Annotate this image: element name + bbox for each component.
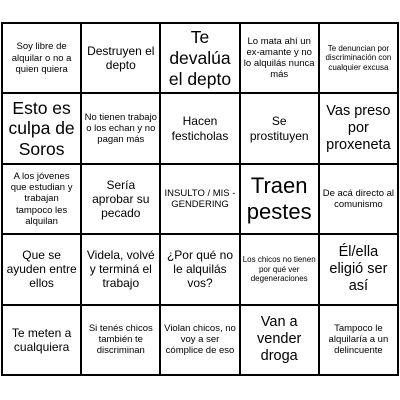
bingo-cell[interactable] bbox=[161, 235, 240, 305]
bingo-cell[interactable] bbox=[3, 165, 82, 235]
bingo-cell[interactable] bbox=[3, 94, 82, 164]
bingo-cell[interactable] bbox=[161, 94, 240, 164]
bingo-cell[interactable] bbox=[320, 235, 399, 305]
bingo-cell[interactable] bbox=[320, 24, 399, 94]
bingo-cell[interactable] bbox=[161, 306, 240, 376]
bingo-card bbox=[1, 22, 399, 376]
bingo-cell[interactable] bbox=[82, 165, 161, 235]
bingo-cell-text: Violan chicos, no voy a ser cómplice de eso bbox=[164, 322, 236, 357]
bingo-cell-text: De acá directo al comunismo bbox=[322, 187, 395, 210]
bingo-cell-text: Tampoco le alquilaría a un delincuente bbox=[328, 322, 389, 357]
bingo-cell[interactable] bbox=[82, 94, 161, 164]
bingo-cell[interactable] bbox=[241, 165, 320, 235]
bingo-cell[interactable] bbox=[241, 24, 320, 94]
bingo-cell-text: Sería aprobar su pecado bbox=[92, 177, 150, 221]
bingo-cell-text: INSULTO / MIS - GENDERING bbox=[164, 187, 236, 210]
bingo-cell-text: No tienen trabajo o los echan y no pagan más bbox=[84, 111, 157, 146]
bingo-cell-text: Te denuncian por discriminación con cualquier excusa bbox=[325, 44, 392, 72]
bingo-cell[interactable] bbox=[241, 235, 320, 305]
bingo-cell-text: A los jóvenes que estudian y trabajan tampoco les alquilan bbox=[10, 170, 73, 227]
bingo-cell[interactable] bbox=[161, 24, 240, 94]
bingo-cell[interactable] bbox=[241, 306, 320, 376]
bingo-cell[interactable] bbox=[241, 94, 320, 164]
bingo-cell[interactable] bbox=[82, 24, 161, 94]
bingo-cell[interactable] bbox=[320, 165, 399, 235]
bingo-cell-text: Videla, volvé y terminá el trabajo bbox=[86, 248, 155, 291]
bingo-cell[interactable] bbox=[3, 306, 82, 376]
bingo-cell-text: Soy libre de alquilar o no a quien quiera bbox=[11, 41, 72, 75]
bingo-cell-text: Van a vender droga bbox=[257, 314, 302, 365]
bingo-cell-text: Te meten a cualquiera bbox=[11, 325, 72, 354]
bingo-cell[interactable] bbox=[320, 306, 399, 376]
bingo-cell-text: Se prostituyen bbox=[249, 114, 309, 143]
bingo-cell-text: Vas preso por proxeneta bbox=[326, 102, 391, 154]
bingo-cell-text: Traen pestes bbox=[246, 173, 312, 224]
bingo-cell[interactable] bbox=[320, 94, 399, 164]
bingo-cell-text: Si tenés chicos también te discriminan bbox=[88, 322, 153, 357]
bingo-cell[interactable] bbox=[82, 235, 161, 305]
bingo-cell-text: Los chicos no tienen por qué ver degeneraciones bbox=[242, 255, 316, 284]
bingo-cell-text: ¿Por qué no le alquilás vos? bbox=[166, 248, 234, 291]
bingo-cell-text: Esto es culpa de Soros bbox=[8, 97, 75, 159]
bingo-cell[interactable] bbox=[3, 235, 82, 305]
bingo-cell-text: Él/ella eligió ser así bbox=[329, 243, 388, 294]
bingo-cell[interactable] bbox=[161, 165, 240, 235]
bingo-cell-text: Lo mata ahí un ex-amante y no lo alquilás nunca más bbox=[243, 35, 315, 81]
bingo-cell-text: Destruyen el depto bbox=[87, 44, 155, 73]
bingo-cell-text: Hacen festicholas bbox=[171, 114, 229, 143]
bingo-cell[interactable] bbox=[3, 24, 82, 94]
bingo-cell-text: Que se ayuden entre ellos bbox=[6, 248, 77, 291]
bingo-cell-text: Te devalúa el depto bbox=[168, 27, 232, 89]
bingo-cell[interactable] bbox=[82, 306, 161, 376]
